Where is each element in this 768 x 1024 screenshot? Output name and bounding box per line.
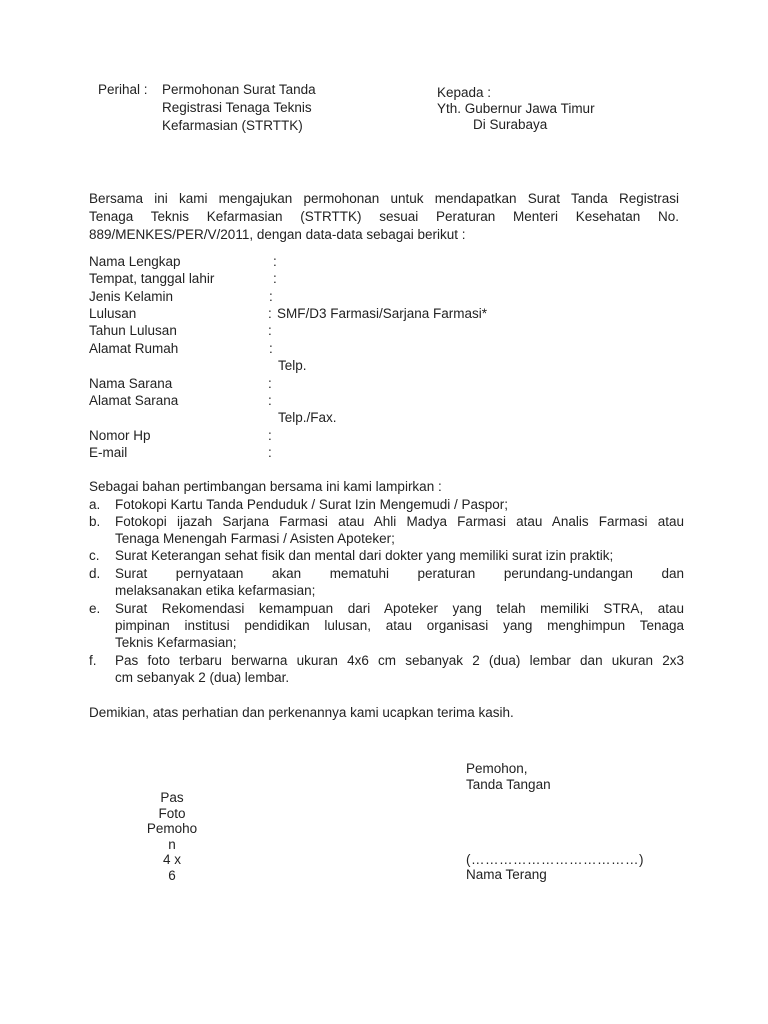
list-item (115, 652, 684, 686)
form-colon: : (269, 289, 273, 304)
list-item-line: Surat Keterangan sehat fisik dan mental dari dokter yang memiliki surat izin praktik; (115, 548, 614, 563)
signature-nama-terang: Nama Terang (466, 867, 547, 882)
form-colon: : (268, 306, 272, 321)
list-item-line: pimpinan institusi pendidikan lulusan, atau organisasi yang menghimpun Tenaga (115, 618, 684, 633)
form-colon: : (268, 376, 272, 391)
perihal-line-3: Kefarmasian (STRTTK) (162, 118, 303, 133)
form-label-alamat-rumah: Alamat Rumah (89, 341, 179, 356)
form-colon: : (273, 271, 277, 286)
attachments-intro: Sebagai bahan pertimbangan bersama ini kami lampirkan : (89, 479, 442, 494)
photo-placeholder (130, 790, 214, 883)
list-marker: d. (89, 566, 101, 581)
form-colon: : (269, 341, 273, 356)
perihal-line-2: Registrasi Tenaga Teknis (162, 100, 312, 115)
intro-line: Bersama ini kami mengajukan permohonan untuk mendapatkan Surat Tanda Registrasi (89, 191, 679, 206)
kepada-recipient: Yth. Gubernur Jawa Timur (437, 101, 595, 116)
photo-placeholder-line: Pas (160, 790, 184, 805)
perihal-line-1: Permohonan Surat Tanda (162, 82, 316, 97)
form-label-email: E-mail (89, 445, 128, 460)
list-item-line: Surat pernyataan akan mematuhi peraturan perundang-undangan dan (115, 566, 684, 581)
form-value-lulusan: SMF/D3 Farmasi/Sarjana Farmasi* (277, 306, 488, 321)
list-item-line: cm sebanyak 2 (dua) lembar. (115, 670, 290, 685)
intro-line: 889/MENKES/PER/V/2011, dengan data-data sebagai berikut : (89, 227, 466, 242)
closing-sentence: Demikian, atas perhatian dan perkenannya kami ucapkan terima kasih. (89, 705, 514, 720)
signature-pemohon: Pemohon, (466, 761, 528, 776)
photo-placeholder-line: Foto (158, 805, 186, 821)
form-value-telp-fax: Telp./Fax. (278, 410, 337, 425)
form-label-nomor-hp: Nomor Hp (89, 428, 151, 443)
list-item (115, 565, 684, 599)
list-item (115, 600, 684, 651)
photo-placeholder-line: n (168, 836, 176, 852)
form-colon: : (268, 323, 272, 338)
list-item (115, 547, 684, 564)
kepada-location: Di Surabaya (473, 117, 548, 132)
photo-placeholder-line: 4 x (162, 852, 181, 867)
list-item-line: Surat Rekomendasi kemampuan dari Apoteker yang telah memiliki STRA, atau (115, 601, 684, 616)
list-marker: b. (89, 514, 101, 529)
form-label-tempat-tanggal-lahir: Tempat, tanggal lahir (89, 271, 215, 286)
form-label-jenis-kelamin: Jenis Kelamin (89, 289, 174, 304)
form-colon: : (268, 445, 272, 460)
list-marker: e. (89, 601, 101, 616)
signature-name-line: (………………………………) (466, 852, 644, 867)
form-value-telp: Telp. (278, 358, 307, 373)
intro-line: Tenaga Teknis Kefarmasian (STRTTK) sesuai Peraturan Menteri Kesehatan No. (89, 209, 679, 224)
list-item-line: melaksanakan etika kefarmasian; (115, 583, 316, 598)
list-marker: a. (89, 497, 101, 512)
signature-tanda-tangan: Tanda Tangan (466, 777, 551, 792)
form-colon: : (268, 393, 272, 408)
form-label-alamat-sarana: Alamat Sarana (89, 393, 179, 408)
form-label-lulusan: Lulusan (89, 306, 137, 321)
list-item-line: Tenaga Menengah Farmasi / Asisten Apoteker; (115, 531, 395, 546)
form-label-nama-lengkap: Nama Lengkap (89, 254, 181, 269)
photo-placeholder-line: 6 (168, 867, 176, 883)
list-item-line: Pas foto terbaru berwarna ukuran 4x6 cm sebanyak 2 (dua) lembar dan ukuran 2x3 (115, 653, 684, 668)
list-item (115, 513, 684, 547)
form-label-nama-sarana: Nama Sarana (89, 376, 173, 391)
kepada-title: Kepada : (437, 85, 492, 100)
form-label-tahun-lulusan: Tahun Lulusan (89, 323, 177, 338)
form-colon: : (268, 428, 272, 443)
list-marker: f. (89, 653, 97, 668)
list-marker: c. (89, 548, 100, 563)
list-item-line: Fotokopi ijazah Sarjana Farmasi atau Ahli Madya Farmasi atau Analis Farmasi atau (115, 514, 684, 529)
perihal-label: Perihal : (98, 82, 148, 97)
form-colon: : (273, 254, 277, 269)
list-item-line: Fotokopi Kartu Tanda Penduduk / Surat Izin Mengemudi / Paspor; (115, 497, 508, 512)
photo-placeholder-line: Pemoho (146, 821, 198, 836)
intro-paragraph (89, 190, 679, 244)
list-item (115, 496, 684, 513)
list-item-line: Teknis Kefarmasian; (115, 635, 237, 650)
